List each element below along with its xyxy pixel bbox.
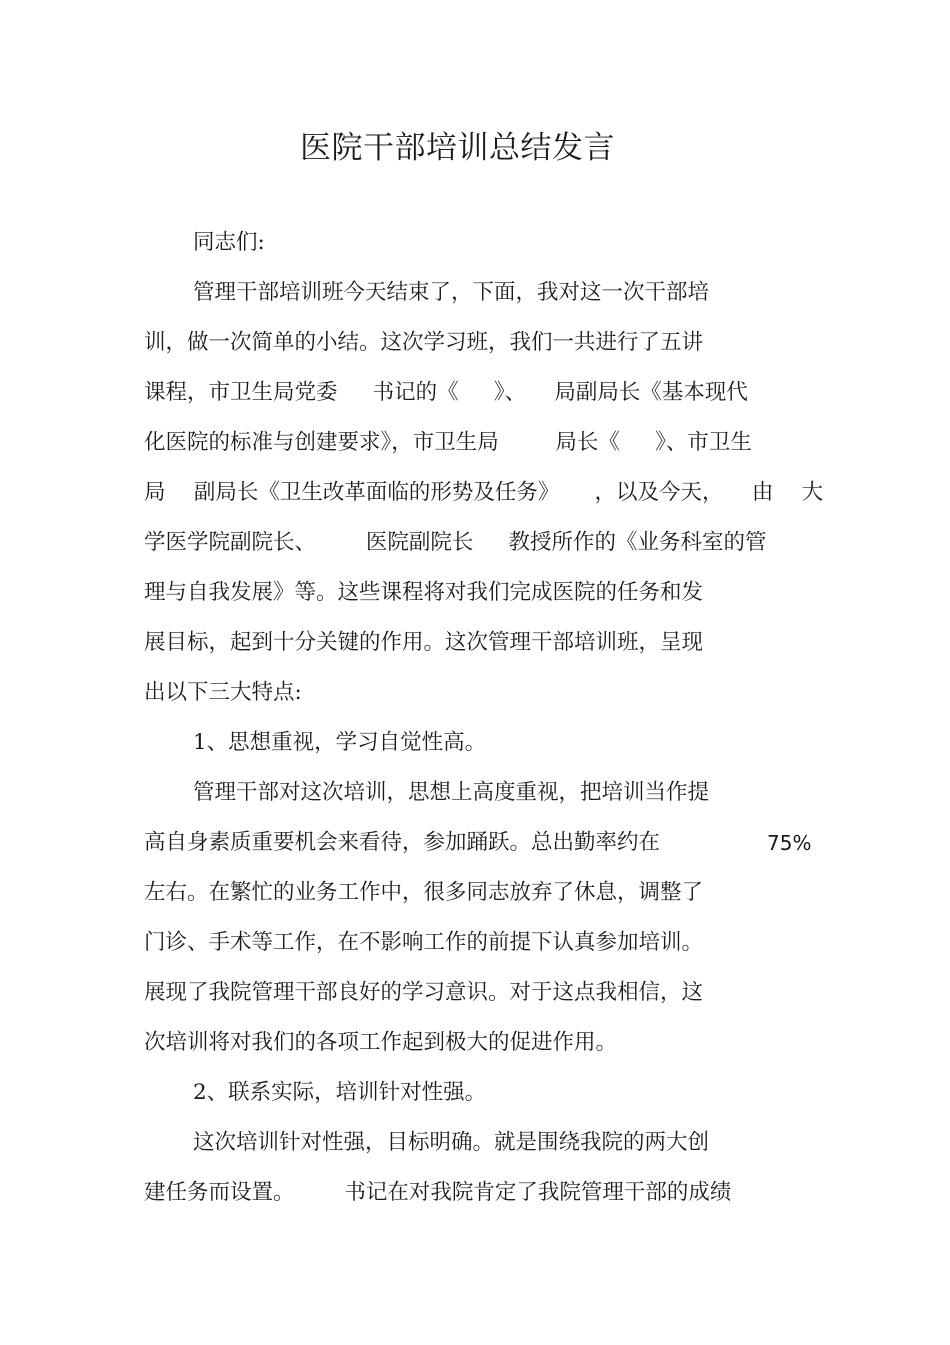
- paragraph-line: 管理干部对这次培训，思想上高度重视，把培训当作提: [193, 780, 710, 805]
- paragraph-line: 课程，市卫生局党委 书记的《 》、 局副局长《基本现代: [144, 380, 748, 405]
- attendance-rate: 75%: [767, 831, 812, 855]
- paragraph-line: 次培训将对我们的各项工作起到极大的促进作用。: [144, 1030, 618, 1055]
- section-heading-2: 2、联系实际，培训针对性强。: [193, 1080, 487, 1105]
- paragraph-line: 出以下三大特点:: [144, 680, 302, 705]
- paragraph-line: 训，做一次简单的小结。这次学习班，我们一共进行了五讲: [144, 330, 704, 355]
- paragraph-line: 化医院的标准与创建要求》，市卫生局 局长《 》、市卫生: [144, 430, 752, 455]
- paragraph-line: 左右。在繁忙的业务工作中，很多同志放弃了休息，调整了: [144, 880, 704, 905]
- section-heading-1: 1、思想重视，学习自觉性高。: [193, 730, 487, 755]
- paragraph-line: 门诊、手术等工作，在不影响工作的前提下认真参加培训。: [144, 930, 704, 955]
- paragraph-line: 局 副局长《卫生改革面临的形势及任务》 ，以及今天， 由 大: [144, 480, 824, 505]
- paragraph-line: 展目标，起到十分关键的作用。这次管理干部培训班，呈现: [144, 630, 704, 655]
- paragraph-line: 建任务而设置。 书记在对我院肯定了我院管理干部的成绩: [144, 1180, 732, 1205]
- document-title: 医院干部培训总结发言: [300, 130, 615, 166]
- paragraph-line: 高自身素质重要机会来看待，参加踊跃。总出勤率约在: [144, 830, 661, 855]
- paragraph-line: 展现了我院管理干部良好的学习意识。对于这点我相信，这: [144, 980, 704, 1005]
- paragraph-line: 管理干部培训班今天结束了，下面，我对这一次干部培: [193, 280, 710, 305]
- salutation: 同志们:: [193, 230, 265, 255]
- paragraph-line: 这次培训针对性强，目标明确。就是围绕我院的两大创: [193, 1130, 710, 1155]
- paragraph-line: 理与自我发展》等。这些课程将对我们完成医院的任务和发: [144, 580, 704, 605]
- paragraph-line: 学医学院副院长、 医院副院长 教授所作的《业务科室的管: [144, 530, 767, 555]
